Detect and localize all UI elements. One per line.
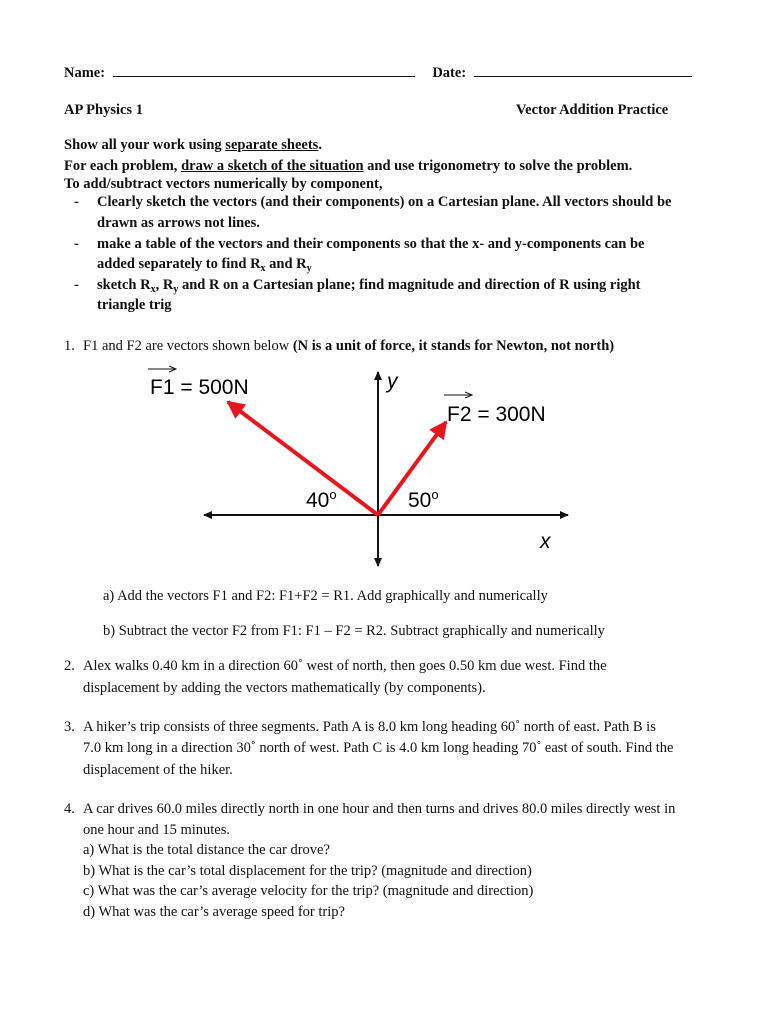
instruction-1-underlined: separate sheets bbox=[225, 137, 319, 153]
bullet-2-line-2 bbox=[97, 256, 312, 274]
bullet-3-suffix: and R on a Cartesian plane; find magnitude and direction of R using right bbox=[178, 277, 641, 293]
bullet-3-line-1 bbox=[97, 277, 641, 295]
f2-label: F2 = 300N bbox=[447, 403, 546, 426]
instruction-2-suffix: and use trigonometry to solve the problem. bbox=[363, 158, 633, 174]
vector-f1 bbox=[228, 402, 378, 515]
problem-2-number: 2. bbox=[64, 658, 75, 674]
bullet-2-marker: - bbox=[74, 236, 79, 252]
y-axis-label: y bbox=[387, 370, 398, 393]
problem-4d: d) What was the car’s average speed for trip? bbox=[83, 904, 345, 920]
angle-40-label bbox=[306, 487, 337, 512]
name-label: Name: bbox=[64, 65, 106, 81]
problem-1-lead: F1 and F2 are vectors shown below bbox=[83, 338, 293, 354]
problem-1a: a) Add the vectors F1 and F2: F1+F2 = R1. Add graphically and numerically bbox=[103, 588, 548, 604]
problem-3-line-3: displacement of the hiker. bbox=[83, 762, 233, 778]
angle-50-value: 50 bbox=[408, 489, 432, 512]
problem-4b: b) What is the car’s total displacement for the trip? (magnitude and direction) bbox=[83, 863, 532, 879]
problem-1-number: 1. bbox=[64, 338, 75, 354]
angle-40-degree: o bbox=[329, 487, 337, 502]
problem-4c: c) What was the car’s average velocity for the trip? (magnitude and direction) bbox=[83, 883, 534, 899]
problem-3-line-2: 7.0 km long in a direction 30˚ north of west. Path C is 4.0 km long heading 70˚ east of south. Find the bbox=[83, 740, 674, 756]
bullet-3-line-2: triangle trig bbox=[97, 297, 172, 313]
name-row bbox=[64, 64, 692, 82]
date-blank[interactable] bbox=[474, 64, 692, 77]
problem-1b: b) Subtract the vector F2 from F1: F1 – F2 = R2. Subtract graphically and numerically bbox=[103, 623, 605, 639]
problem-4a: a) What is the total distance the car drove? bbox=[83, 842, 330, 858]
bullet-2-line-1: make a table of the vectors and their components so that the x- and y-components can be bbox=[97, 236, 645, 252]
worksheet-title: Vector Addition Practice bbox=[516, 102, 669, 118]
bullet-1-line-2: drawn as arrows not lines. bbox=[97, 215, 260, 231]
vector-diagram bbox=[0, 355, 768, 585]
problem-3-line-1: A hiker’s trip consists of three segments. Path A is 8.0 km long heading 60˚ north of east. Path B is bbox=[83, 719, 656, 735]
subscript-y: y bbox=[306, 263, 312, 274]
angle-50-degree: o bbox=[431, 487, 439, 502]
subscript-y: y bbox=[173, 284, 179, 295]
angle-40-value: 40 bbox=[306, 489, 330, 512]
bullet-1-marker: - bbox=[74, 194, 79, 210]
problem-2-line-2: displacement by adding the vectors mathematically (by components). bbox=[83, 680, 486, 696]
instruction-line-3: To add/subtract vectors numerically by component, bbox=[64, 176, 383, 192]
instruction-2-underlined: draw a sketch of the situation bbox=[181, 158, 364, 174]
f1-label: F1 = 500N bbox=[150, 376, 249, 399]
bullet-3-marker: - bbox=[74, 277, 79, 293]
bullet-3-mid: , R bbox=[155, 277, 174, 293]
instruction-1-prefix: Show all your work using bbox=[64, 137, 226, 153]
date-label: Date: bbox=[432, 65, 467, 81]
instruction-2-prefix: For each problem, bbox=[64, 158, 182, 174]
angle-50-label bbox=[408, 487, 439, 512]
name-blank[interactable] bbox=[113, 64, 415, 77]
subscript-x: x bbox=[260, 263, 266, 274]
problem-2-line-1: Alex walks 0.40 km in a direction 60˚ west of north, then goes 0.50 km due west. Find the bbox=[83, 658, 607, 674]
bullet-2-mid: and R bbox=[265, 256, 307, 272]
subscript-x: x bbox=[150, 284, 156, 295]
problem-4-line-1: A car drives 60.0 miles directly north in one hour and then turns and drives 80.0 miles directly west in bbox=[83, 801, 676, 817]
x-axis-label: x bbox=[540, 530, 551, 553]
problem-1-note: (N is a unit of force, it stands for Newton, not north) bbox=[292, 338, 615, 354]
problem-4-number: 4. bbox=[64, 801, 75, 817]
bullet-1-line-1: Clearly sketch the vectors (and their components) on a Cartesian plane. All vectors should be bbox=[97, 194, 672, 210]
problem-4-line-2: one hour and 15 minutes. bbox=[83, 822, 230, 838]
bullet-3-prefix: sketch R bbox=[97, 277, 151, 293]
course-title: AP Physics 1 bbox=[64, 102, 143, 118]
instruction-line-1 bbox=[64, 137, 322, 154]
instruction-line-2 bbox=[64, 158, 632, 175]
bullet-2-prefix: added separately to find R bbox=[97, 256, 261, 272]
instruction-1-suffix: . bbox=[318, 137, 322, 153]
problem-1-text bbox=[83, 338, 614, 355]
problem-3-number: 3. bbox=[64, 719, 75, 735]
